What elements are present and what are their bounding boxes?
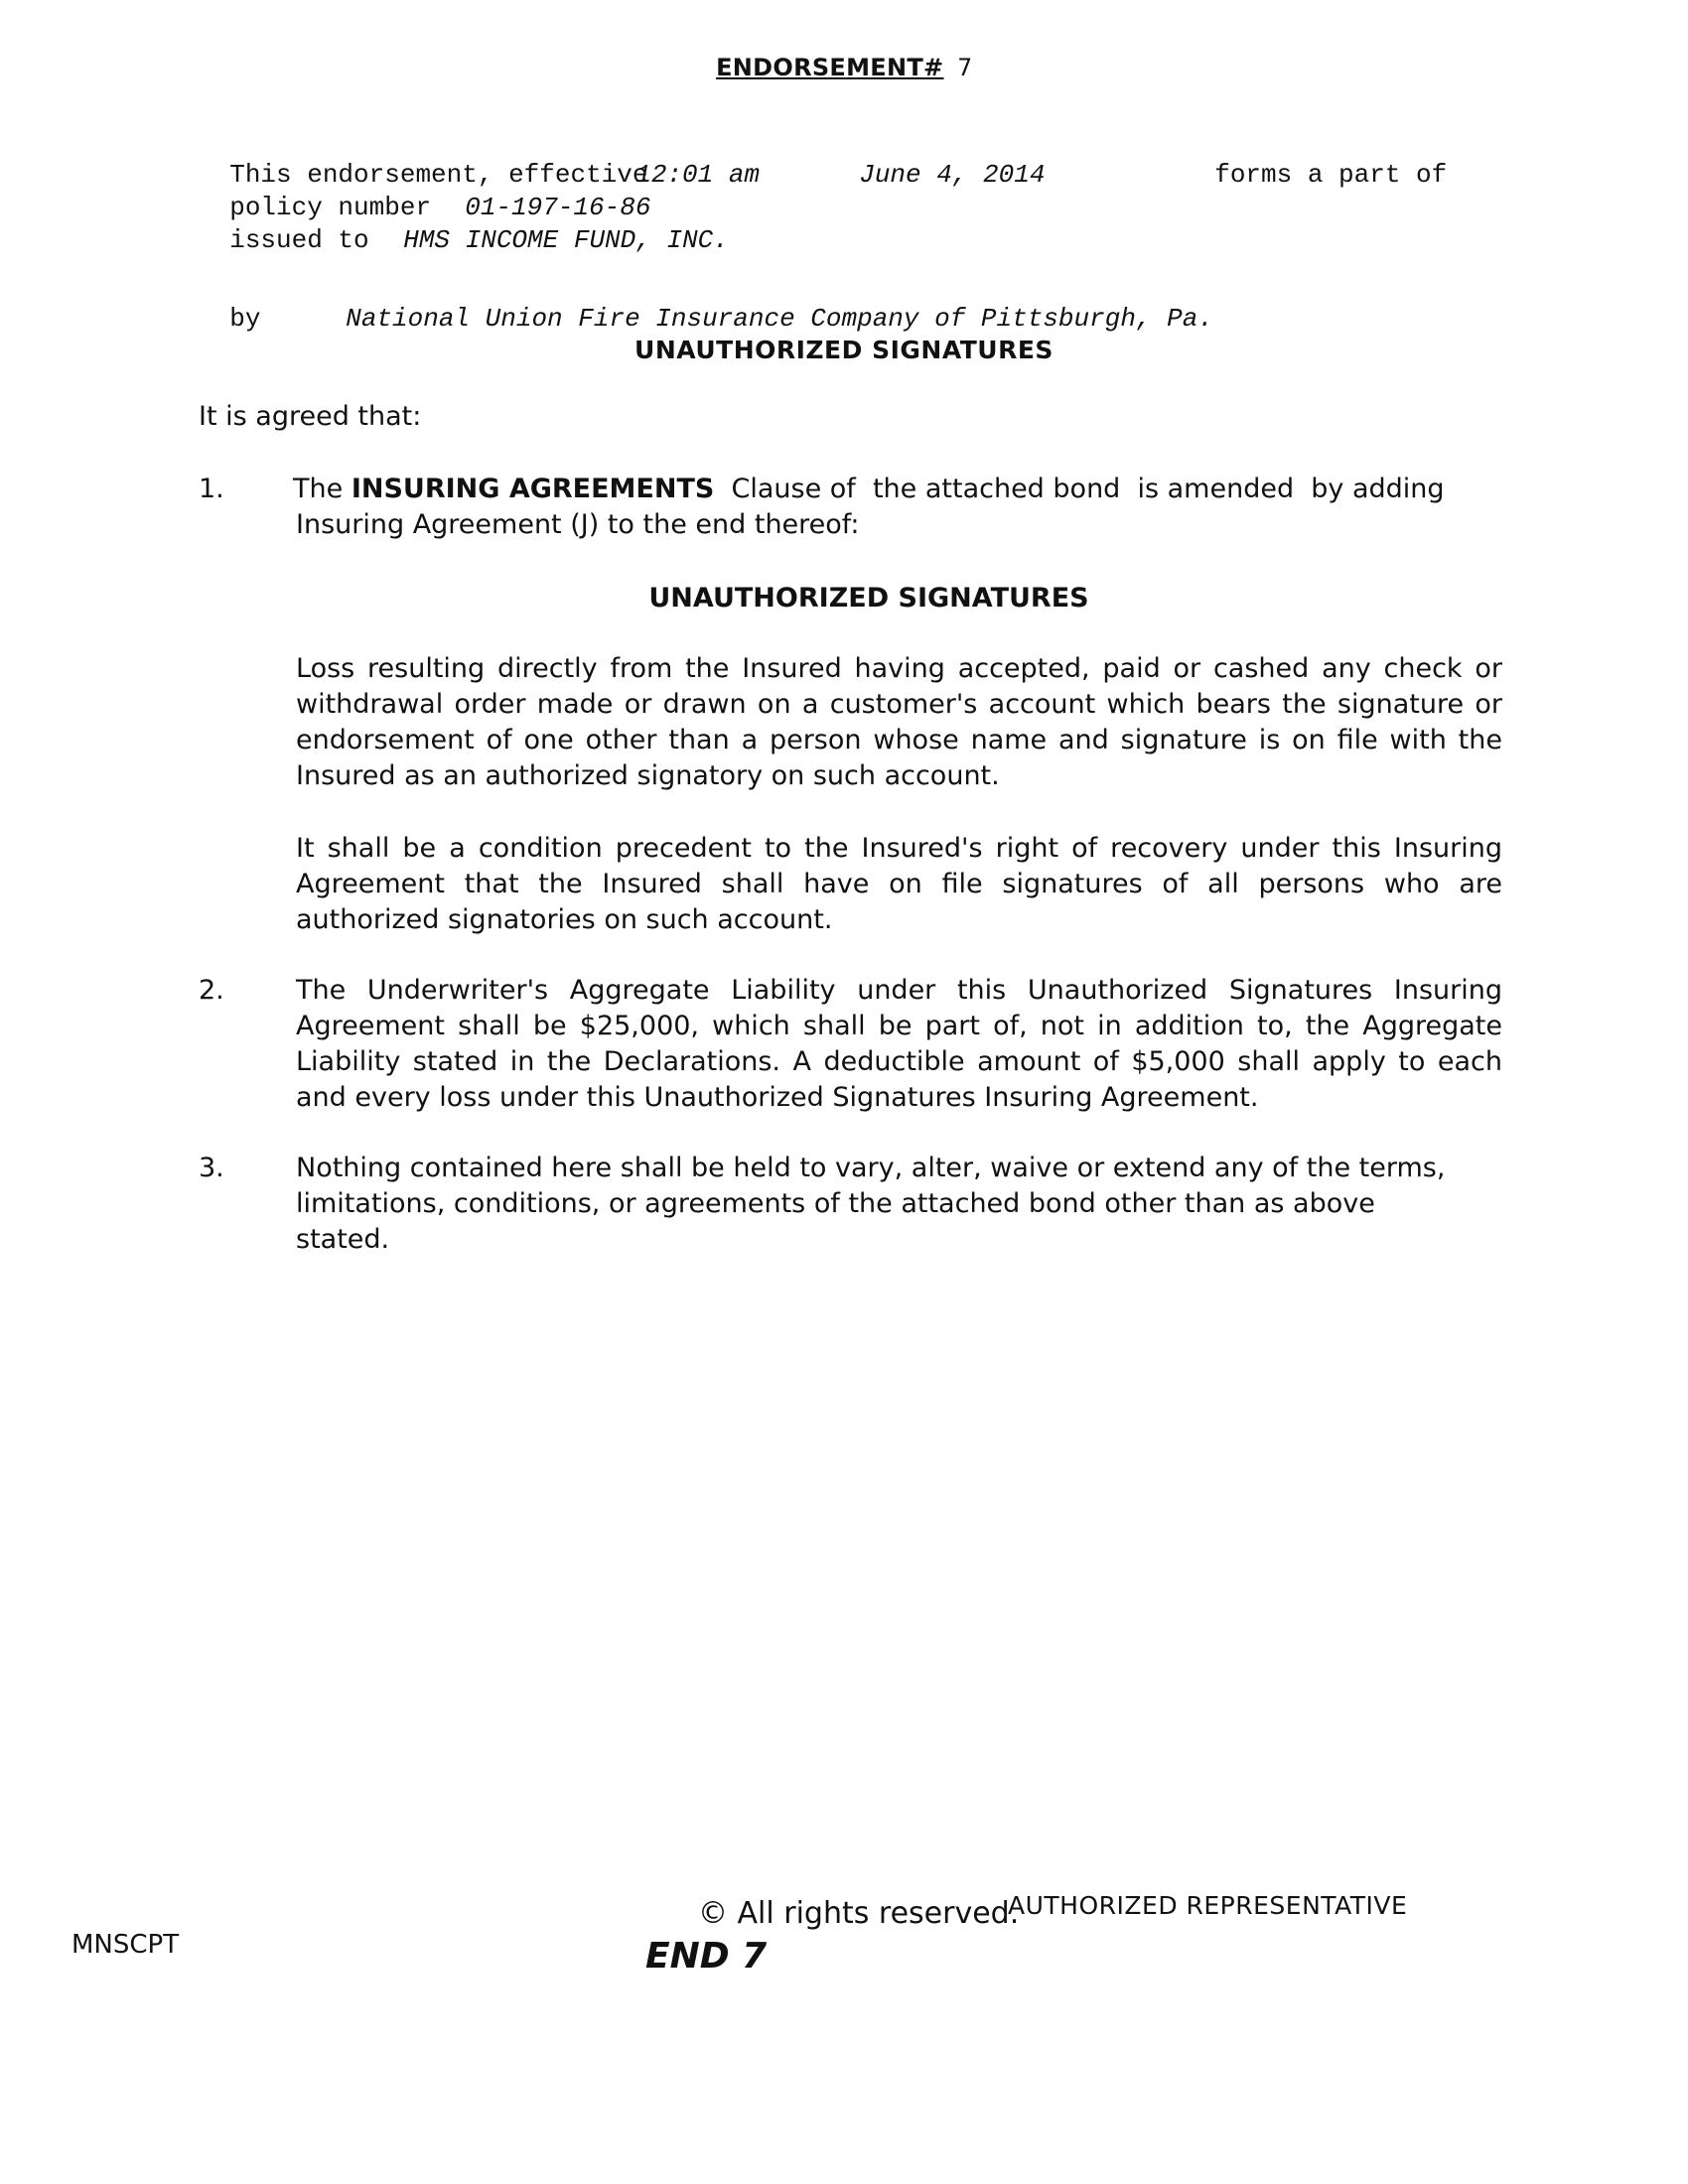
item-3-text: Nothing contained here shall be held to vary, alter, waive or extend any of the terms, limitations, conditions, or agreements of the attached bond other than as above stated. (296, 1153, 1446, 1255)
clause-paragraph-2: It shall be a condition precedent to the Insured's right of recovery under this Insuring Agreement that the Insured shall have on file signatures of all persons who are authorized signatories on such account. (296, 833, 1502, 935)
insuring-agreement-title: UNAUTHORIZED SIGNATURES (648, 583, 1089, 614)
endorsement-number: 7 (957, 54, 972, 81)
authorized-representative: AUTHORIZED REPRESENTATIVE (1008, 1891, 1408, 1920)
item-1-lead: The (293, 474, 344, 504)
clause-paragraph-1: Loss resulting directly from the Insured having accepted, paid or cashed any check or withdrawal order made or drawn on a customer's account which bears the signature or endorsement of one other than a person whose name and signature is on file with the Insured as an authorized signatory on such account. (296, 653, 1502, 791)
item-1-bold: INSURING AGREEMENTS (351, 474, 715, 504)
copyright-notice: © All rights reserved. (698, 1896, 1020, 1931)
issued-line (199, 193, 369, 256)
intro-prefix: This endorsement, effective (229, 160, 648, 190)
forms-part-of: forms a part of (1214, 160, 1448, 190)
form-code: MNSCPT (71, 1930, 180, 1960)
item-1-rest: Clause of the attached bond is amended by adding (731, 474, 1445, 504)
page-title: UNAUTHORIZED SIGNATURES (634, 336, 1054, 364)
agreed-statement: It is agreed that: (199, 401, 422, 432)
effective-date: June 4, 2014 (859, 160, 1046, 190)
insurer-wrap (315, 271, 1213, 335)
item-1-line-1 (293, 472, 1445, 507)
policy-number: 01-197-16-86 (465, 193, 651, 222)
insurer-name: National Union Fire Insurance Company of Pittsburgh, Pa. (346, 304, 1213, 334)
endorsement-label: ENDORSEMENT# (716, 54, 944, 81)
policy-label: policy number (229, 193, 432, 222)
issued-label: issued to (229, 225, 369, 255)
end-label: END 7 (645, 1936, 768, 1977)
by-line (199, 271, 260, 335)
effective-time: 12:01 am (635, 160, 761, 190)
item-2-text: The Underwriter's Aggregate Liability under this Unauthorized Signatures Insuring Agreement shall be $25,000, which shall be part of, not in addition to, the Aggregate Liability stated in the Declarations. A deductible amount of $5,000 shall apply to each and every loss under this Unauthorized Signatures Insuring Agreement. (296, 975, 1502, 1113)
item-1-line-2: Insuring Agreement (J) to the end thereof: (296, 509, 860, 540)
item-2-number: 2. (199, 975, 224, 1006)
item-1-number: 1. (199, 474, 224, 504)
intro-suffix (1184, 127, 1447, 191)
endorsement-header (0, 54, 1688, 81)
by-label: by (229, 304, 261, 334)
item-3-number: 3. (199, 1153, 224, 1183)
issued-to-wrap (372, 193, 729, 256)
intro-date (828, 127, 1045, 191)
issued-to: HMS INCOME FUND, INC. (403, 225, 729, 255)
